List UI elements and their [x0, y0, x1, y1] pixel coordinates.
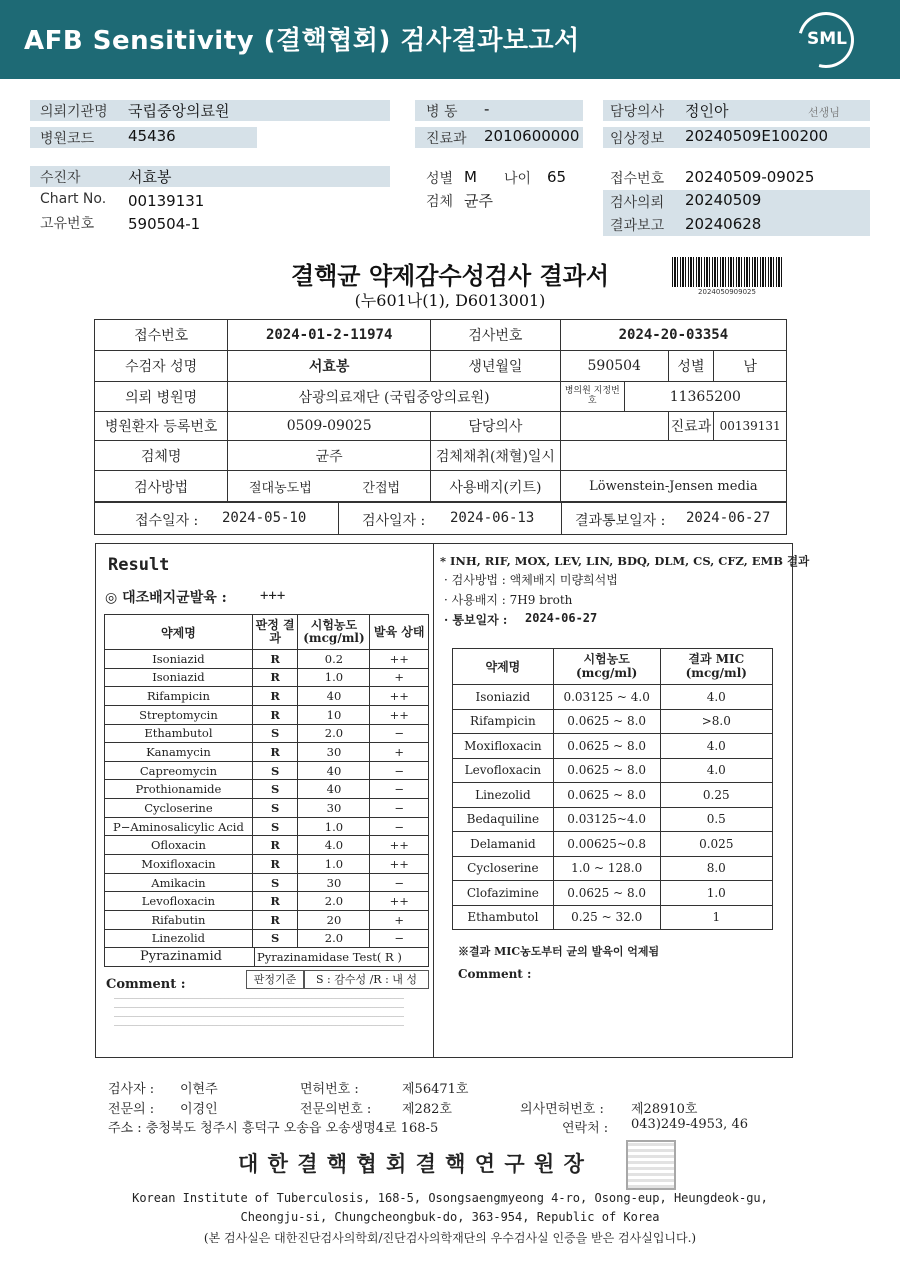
- doctor-label: 담당의사: [610, 104, 665, 120]
- table-row: [453, 783, 773, 808]
- drug-name-cell: Amikacin: [105, 873, 253, 892]
- mic-header: 약제명: [453, 649, 554, 685]
- criteria-label: 판정기준: [246, 970, 304, 989]
- barcode-icon: [672, 257, 782, 287]
- collect-label: 검체채취(채혈)일시: [431, 441, 561, 471]
- patient-info-table: [94, 319, 787, 503]
- growth-cell: ++: [370, 687, 429, 706]
- control-label: ◎ 대조배지균발육 :: [105, 590, 227, 606]
- ref-dept-value: 00139131: [714, 412, 787, 441]
- table-row: [453, 832, 773, 857]
- mic-heading: * INH, RIF, MOX, LEV, LIN, BDQ, DLM, CS, CFZ, EMB 결과: [440, 554, 810, 568]
- table-row: [105, 817, 429, 836]
- judgement-cell: R: [252, 705, 298, 724]
- name-value: 서효봉: [228, 351, 431, 382]
- method-value-2: 간접법: [332, 471, 430, 503]
- judgement-cell: R: [252, 687, 298, 706]
- mic-range-cell: 0.0625 ~ 8.0: [553, 758, 660, 783]
- concentration-cell: 0.2: [298, 650, 370, 669]
- mic-range-cell: 0.0625 ~ 8.0: [553, 783, 660, 808]
- mic-drug-cell: Rifampicin: [453, 709, 554, 734]
- logo-text: SML: [807, 29, 847, 49]
- clinical-value: 20240509E100200: [685, 127, 829, 145]
- table-row: [105, 929, 429, 948]
- table-row: [105, 855, 429, 874]
- doctor-license-label: 의사면허번호 :: [520, 1102, 604, 1117]
- concentration-cell: 30: [298, 743, 370, 762]
- hosp-code-label: 병의원 지정번호: [560, 382, 624, 412]
- contact-value: 043)249-4953, 46: [631, 1117, 748, 1132]
- concentration-cell: 1.0: [298, 855, 370, 874]
- mic-header: 시험농도 (mcg/ml): [553, 649, 660, 685]
- english-address-2: Cheongju-si, Chungcheongbuk-do, 363-954, Republic of Korea: [240, 1210, 660, 1224]
- drug-name-cell: Isoniazid: [105, 650, 253, 669]
- receipt-label: 접수번호: [610, 171, 665, 187]
- mic-result-cell: 4.0: [660, 734, 772, 759]
- table-row: [453, 807, 773, 832]
- dept-label: 진료과: [426, 131, 467, 147]
- table-row: [453, 905, 773, 930]
- dept-value: 2010600000: [484, 127, 580, 145]
- table-row: [105, 724, 429, 743]
- judgement-cell: S: [252, 817, 298, 836]
- drug-name-cell: Streptomycin: [105, 705, 253, 724]
- result-header: 발육 상태: [370, 615, 429, 650]
- criteria-value: S : 감수성 /R : 내 성: [304, 970, 429, 989]
- growth-cell: +: [370, 743, 429, 762]
- mic-result-cell: >8.0: [660, 709, 772, 734]
- chart-value: 00139131: [128, 192, 205, 210]
- method-value-1: 절대농도법: [228, 471, 333, 503]
- patient-value: 서효봉: [128, 168, 172, 186]
- sex-value: 남: [714, 351, 787, 382]
- growth-cell: ++: [370, 855, 429, 874]
- mic-method: · 검사방법 : 액체배지 미량희석법: [444, 573, 618, 587]
- notify-date-label: 결과통보일자 :: [575, 513, 666, 529]
- specimen-value: 균주: [464, 192, 493, 210]
- test-date-label: 검사일자 :: [362, 513, 426, 529]
- report-title: 결핵균 약제감수성검사 결과서: [290, 261, 610, 290]
- drug-name-cell: Levofloxacin: [105, 892, 253, 911]
- concentration-cell: 1.0: [298, 817, 370, 836]
- dob-value: 590504: [560, 351, 668, 382]
- mic-medium: · 사용배지 : 7H9 broth: [444, 593, 573, 607]
- pza-value: Pyrazinamidase Test( R ): [254, 947, 429, 967]
- table-row: [105, 910, 429, 929]
- hosp-code-value: 11365200: [624, 382, 786, 412]
- ref-doctor-value: [560, 412, 668, 441]
- dob-label: 생년월일: [431, 351, 561, 382]
- license-value: 제56471호: [402, 1082, 469, 1097]
- faded-footnotes: [114, 998, 404, 1026]
- result-comment-label: Comment :: [106, 977, 186, 992]
- specimen-name-label: 검체명: [95, 441, 228, 471]
- age-label: 나이: [504, 171, 532, 187]
- ref-dept-label: 진료과: [668, 412, 714, 441]
- specialist-label: 전문의 :: [108, 1102, 155, 1117]
- concentration-cell: 1.0: [298, 668, 370, 687]
- institution-label: 의뢰기관명: [40, 104, 108, 120]
- org-name: 대 한 결 핵 협 회 결 핵 연 구 원 장: [238, 1151, 585, 1176]
- official-seal: [626, 1140, 676, 1190]
- doctor-suffix: 선생님: [808, 106, 840, 119]
- mic-drug-cell: Bedaquiline: [453, 807, 554, 832]
- table-row: [105, 780, 429, 799]
- ref-doctor-label: 담당의사: [431, 412, 561, 441]
- mic-table: [452, 648, 773, 930]
- specimen-label: 검체: [426, 194, 454, 210]
- mic-result-cell: 0.5: [660, 807, 772, 832]
- mic-range-cell: 1.0 ~ 128.0: [553, 856, 660, 881]
- table-row: [105, 668, 429, 687]
- mic-drug-cell: Isoniazid: [453, 685, 554, 710]
- table-row: [453, 734, 773, 759]
- divider: [561, 501, 562, 535]
- concentration-cell: 20: [298, 910, 370, 929]
- report-subtitle: (누601나(1), D6013001): [354, 291, 546, 310]
- mic-drug-cell: Delamanid: [453, 832, 554, 857]
- growth-cell: −: [370, 873, 429, 892]
- growth-cell: −: [370, 929, 429, 948]
- method-label: 검사방법: [95, 471, 228, 503]
- judgement-cell: R: [252, 836, 298, 855]
- ward-value: -: [484, 100, 490, 118]
- table-row: [453, 881, 773, 906]
- result-title: Result: [108, 555, 170, 575]
- concentration-cell: 2.0: [298, 724, 370, 743]
- mic-drug-cell: Levofloxacin: [453, 758, 554, 783]
- drug-name-cell: Prothionamide: [105, 780, 253, 799]
- page-title: AFB Sensitivity (결핵협회) 검사결과보고서: [24, 26, 580, 56]
- mic-range-cell: 0.0625 ~ 8.0: [553, 881, 660, 906]
- mic-result-cell: 8.0: [660, 856, 772, 881]
- drug-name-cell: Rifabutin: [105, 910, 253, 929]
- drug-name-cell: Capreomycin: [105, 761, 253, 780]
- barcode-number: 2024050909025: [698, 288, 756, 296]
- mic-range-cell: 0.25 ~ 32.0: [553, 905, 660, 930]
- institution-value: 국립중앙의료원: [128, 102, 230, 120]
- collect-value: [560, 441, 786, 471]
- concentration-cell: 4.0: [298, 836, 370, 855]
- table-row: [105, 873, 429, 892]
- table-row: [105, 705, 429, 724]
- table-row: [105, 892, 429, 911]
- request-label: 검사의뢰: [610, 195, 665, 211]
- report-label: 결과보고: [610, 218, 665, 234]
- mic-result-cell: 1: [660, 905, 772, 930]
- receipt-value: 20240509-09025: [685, 168, 815, 186]
- pza-label: Pyrazinamid: [104, 947, 255, 967]
- growth-cell: ++: [370, 650, 429, 669]
- unique-label: 고유번호: [40, 216, 95, 232]
- concentration-cell: 10: [298, 705, 370, 724]
- judgement-cell: R: [252, 650, 298, 669]
- mic-range-cell: 0.00625~0.8: [553, 832, 660, 857]
- spec-license-value: 제282호: [402, 1102, 452, 1117]
- concentration-cell: 40: [298, 687, 370, 706]
- mic-result-cell: 0.25: [660, 783, 772, 808]
- receipt-date-label: 접수일자 :: [135, 513, 199, 529]
- unique-value: 590504-1: [128, 215, 201, 233]
- result-table: [104, 614, 429, 948]
- concentration-cell: 2.0: [298, 929, 370, 948]
- judgement-cell: S: [252, 761, 298, 780]
- table-row: [453, 758, 773, 783]
- concentration-cell: 30: [298, 799, 370, 818]
- mic-header: 결과 MIC (mcg/ml): [660, 649, 772, 685]
- growth-cell: ++: [370, 892, 429, 911]
- judgement-cell: R: [252, 910, 298, 929]
- growth-cell: −: [370, 817, 429, 836]
- growth-cell: +: [370, 668, 429, 687]
- request-value: 20240509: [685, 191, 762, 209]
- header-bar: [0, 0, 900, 79]
- reg-no-label: 병원환자 등록번호: [95, 412, 228, 441]
- doctor-value: 정인아: [685, 102, 729, 120]
- concentration-cell: 30: [298, 873, 370, 892]
- concentration-cell: 2.0: [298, 892, 370, 911]
- mic-result-cell: 4.0: [660, 758, 772, 783]
- patient-label: 수진자: [40, 170, 81, 186]
- judgement-cell: S: [252, 724, 298, 743]
- judgement-cell: R: [252, 892, 298, 911]
- hospital-code-value: 45436: [128, 127, 176, 145]
- concentration-cell: 40: [298, 780, 370, 799]
- divider: [338, 501, 339, 535]
- drug-name-cell: Ofloxacin: [105, 836, 253, 855]
- judgement-cell: R: [252, 668, 298, 687]
- receipt-no-label: 접수번호: [95, 320, 228, 351]
- drug-name-cell: Cycloserine: [105, 799, 253, 818]
- sex-label: 성별: [426, 171, 454, 187]
- info-bar: [30, 166, 390, 187]
- test-date-value: 2024-06-13: [450, 510, 535, 526]
- judgement-cell: S: [252, 780, 298, 799]
- report-value: 20240628: [685, 215, 762, 233]
- specimen-name-value: 균주: [228, 441, 431, 471]
- growth-cell: −: [370, 799, 429, 818]
- sml-logo: [798, 12, 854, 68]
- judgement-cell: S: [252, 929, 298, 948]
- notify-date-value: 2024-06-27: [686, 510, 771, 526]
- license-label: 면허번호 :: [300, 1082, 359, 1097]
- sex-value: M: [464, 168, 477, 186]
- mic-drug-cell: Linezolid: [453, 783, 554, 808]
- specialist-value: 이경인: [180, 1102, 218, 1117]
- drug-name-cell: Rifampicin: [105, 687, 253, 706]
- drug-name-cell: P−Aminosalicylic Acid: [105, 817, 253, 836]
- judgement-cell: S: [252, 799, 298, 818]
- mic-note: ※결과 MIC농도부터 균의 발육이 억제됨: [458, 945, 660, 958]
- mic-drug-cell: Moxifloxacin: [453, 734, 554, 759]
- result-header: 시험농도 (mcg/ml): [298, 615, 370, 650]
- spec-license-label: 전문의번호 :: [300, 1102, 372, 1117]
- test-no-label: 검사번호: [431, 320, 561, 351]
- address: 주소 : 충청북도 청주시 흥덕구 오송읍 오송생명4로 168-5: [108, 1121, 439, 1136]
- table-row: [105, 836, 429, 855]
- table-row: [105, 650, 429, 669]
- drug-name-cell: Kanamycin: [105, 743, 253, 762]
- drug-name-cell: Ethambutol: [105, 724, 253, 743]
- hospital-value: 삼광의료재단 (국립중앙의료원): [228, 382, 561, 412]
- growth-cell: +: [370, 910, 429, 929]
- result-header: 판정 결과: [252, 615, 298, 650]
- drug-name-cell: Isoniazid: [105, 668, 253, 687]
- test-no-value: 2024-20-03354: [560, 320, 786, 351]
- ward-label: 병 동: [426, 104, 458, 120]
- mic-comment-label: Comment :: [458, 967, 532, 981]
- drug-name-cell: Moxifloxacin: [105, 855, 253, 874]
- growth-cell: −: [370, 780, 429, 799]
- chart-label: Chart No.: [40, 191, 107, 207]
- judgement-cell: R: [252, 855, 298, 874]
- clinical-label: 임상정보: [610, 131, 665, 147]
- mic-notify-label: · 통보일자 :: [444, 613, 508, 627]
- mic-result-cell: 0.025: [660, 832, 772, 857]
- mic-range-cell: 0.0625 ~ 8.0: [553, 709, 660, 734]
- result-header: 약제명: [105, 615, 253, 650]
- growth-cell: −: [370, 761, 429, 780]
- mic-drug-cell: Clofazimine: [453, 881, 554, 906]
- contact-label: 연락처 :: [562, 1121, 609, 1136]
- english-address-1: Korean Institute of Tuberculosis, 168-5, Osongsaengmyeong 4-ro, Osong-eup, Heungdeok-gu,: [132, 1191, 768, 1205]
- table-row: [453, 685, 773, 710]
- table-row: [105, 799, 429, 818]
- table-row: [453, 709, 773, 734]
- mic-result-cell: 1.0: [660, 881, 772, 906]
- mic-notify-date: 2024-06-27: [525, 611, 598, 625]
- judgement-cell: S: [252, 873, 298, 892]
- control-value: +++: [260, 588, 286, 604]
- name-label: 수검자 성명: [95, 351, 228, 382]
- tester-label: 검사자 :: [108, 1082, 155, 1097]
- receipt-date-value: 2024-05-10: [222, 510, 307, 526]
- sex-label: 성별: [668, 351, 714, 382]
- doctor-license-value: 제28910호: [631, 1102, 698, 1117]
- table-row: [105, 687, 429, 706]
- table-row: [105, 743, 429, 762]
- judgement-cell: R: [252, 743, 298, 762]
- age-value: 65: [547, 168, 567, 186]
- hospital-label: 의뢰 병원명: [95, 382, 228, 412]
- mic-result-cell: 4.0: [660, 685, 772, 710]
- mic-drug-cell: Ethambutol: [453, 905, 554, 930]
- reg-no-value: 0509-09025: [228, 412, 431, 441]
- certification-note: (본 검사실은 대한진단검사의학회/진단검사의학재단의 우수검사실 인증을 받은 검사실입니다.): [203, 1231, 697, 1245]
- receipt-no-value: 2024-01-2-11974: [228, 320, 431, 351]
- mic-range-cell: 0.03125 ~ 4.0: [553, 685, 660, 710]
- concentration-cell: 40: [298, 761, 370, 780]
- tester-value: 이현주: [180, 1082, 218, 1097]
- mic-drug-cell: Cycloserine: [453, 856, 554, 881]
- table-row: [105, 761, 429, 780]
- mic-range-cell: 0.0625 ~ 8.0: [553, 734, 660, 759]
- mic-range-cell: 0.03125~4.0: [553, 807, 660, 832]
- medium-label: 사용배지(키트): [431, 471, 561, 503]
- growth-cell: −: [370, 724, 429, 743]
- medium-value: Löwenstein-Jensen media: [560, 471, 786, 503]
- growth-cell: ++: [370, 705, 429, 724]
- growth-cell: ++: [370, 836, 429, 855]
- table-row: [453, 856, 773, 881]
- hospital-code-label: 병원코드: [40, 131, 95, 147]
- drug-name-cell: Linezolid: [105, 929, 253, 948]
